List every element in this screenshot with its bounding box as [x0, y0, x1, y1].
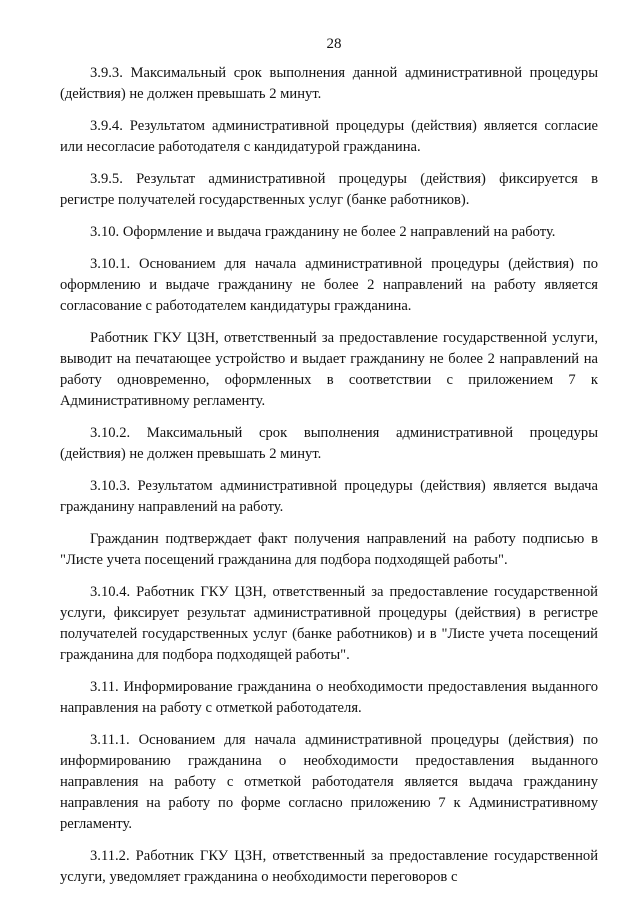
page-number: 28: [326, 36, 342, 52]
paragraph-3-11: 3.11. Информирование гражданина о необходимости предоставления выданного направления на работу с отметкой работодателя.: [60, 679, 598, 716]
paragraph-3-9-5: 3.9.5. Результат административной процедуры (действия) фиксируется в регистре получателей государственных услуг (банке работников).: [60, 171, 598, 208]
paragraph-3-10-1: 3.10.1. Основанием для начала административной процедуры (действия) по оформлению и выдаче гражданину не более 2 направлений на работу является согласование с работодателем кандидатуры гражданина.: [60, 256, 598, 314]
paragraph-employee-prints: Работник ГКУ ЦЗН, ответственный за предоставление государственной услуги, выводит на печатающее устройство и выдает гражданину не более 2 направлений на работу одновременно, оформленных в соответствии с приложением 7 к Административному регламенту.: [60, 330, 598, 409]
paragraph-3-10-2: 3.10.2. Максимальный срок выполнения административной процедуры (действия) не должен превышать 2 минут.: [60, 425, 598, 462]
paragraph-3-11-2: 3.11.2. Работник ГКУ ЦЗН, ответственный за предоставление государственной услуги, уведомляет гражданина о необходимости переговоров с: [60, 848, 598, 885]
paragraph-3-10-3: 3.10.3. Результатом административной процедуры (действия) является выдача гражданину направлений на работу.: [60, 478, 598, 515]
paragraph-3-9-3: 3.9.3. Максимальный срок выполнения данной административной процедуры (действия) не должен превышать 2 минут.: [60, 65, 598, 102]
paragraph-3-9-4: 3.9.4. Результатом административной процедуры (действия) является согласие или несогласие работодателя с кандидатурой гражданина.: [60, 118, 598, 155]
paragraph-3-10-4: 3.10.4. Работник ГКУ ЦЗН, ответственный за предоставление государственной услуги, фиксирует результат административной процедуры (действия) в регистре получателей государственных услуг (банке работников) и в "Листе учета посещений гражданина для подбора подходящей работы".: [60, 584, 598, 663]
paragraph-3-10: 3.10. Оформление и выдача гражданину не более 2 направлений на работу.: [90, 224, 556, 240]
paragraph-3-11-1: 3.11.1. Основанием для начала административной процедуры (действия) по информированию гражданина о необходимости предоставления выданного направления на работу с отметкой работодателя является выдача гражданину направления на работу по форме согласно приложению 7 к Административному регламенту.: [60, 732, 598, 832]
paragraph-citizen-confirms: Гражданин подтверждает факт получения направлений на работу подписью в "Листе учета посещений гражданина для подбора подходящей работы".: [60, 531, 598, 568]
